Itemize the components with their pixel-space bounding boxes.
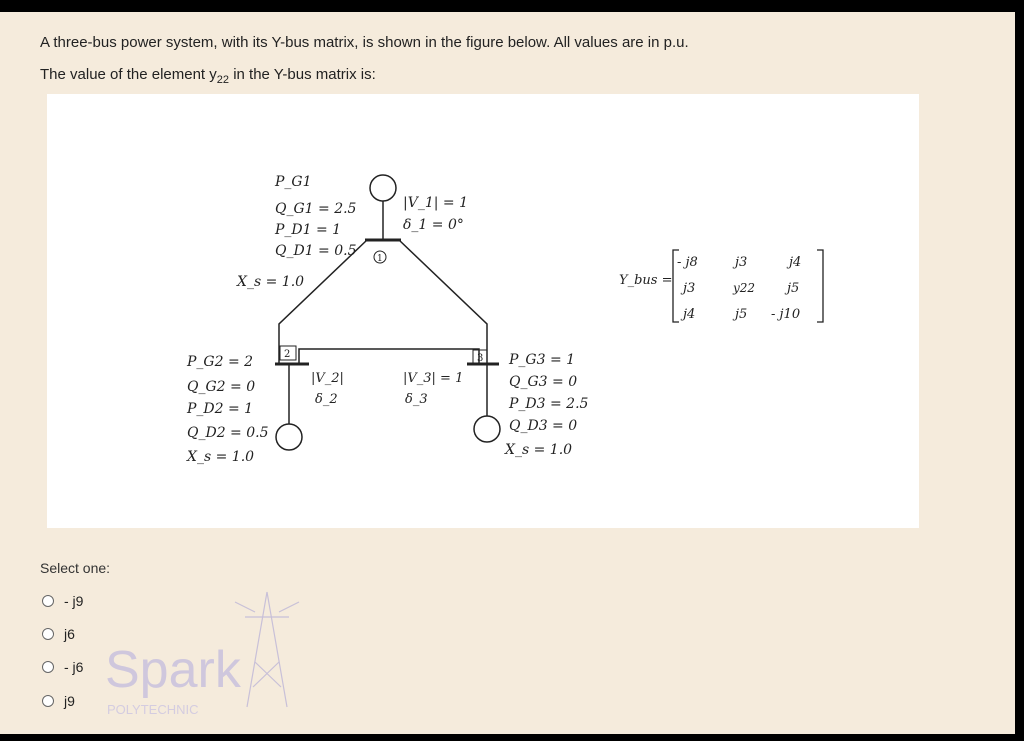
- bus3-pd: P_D3 = 2.5: [509, 396, 589, 412]
- line-1-3: [399, 240, 487, 349]
- question-prompt: [40, 66, 376, 86]
- generator-3-icon: [474, 416, 500, 442]
- ybus-r1c3: j4: [789, 255, 802, 270]
- bus1-xs: X_s = 1.0: [237, 274, 305, 290]
- bus2-qd: Q_D2 = 0.5: [187, 425, 269, 441]
- ybus-r1c1: - j8: [677, 255, 698, 270]
- bus2-pg: P_G2 = 2: [187, 354, 254, 370]
- option-3[interactable]: [42, 659, 83, 675]
- bus3-qg: Q_G3 = 0: [509, 374, 578, 390]
- bus3-angle: δ_3: [405, 392, 428, 407]
- bus2-pd: P_D2 = 1: [187, 401, 254, 417]
- radio-button[interactable]: [42, 595, 54, 607]
- power-system-diagram: [47, 94, 919, 528]
- ybus-r1c2: j3: [735, 255, 748, 270]
- matrix-right-bracket: [817, 250, 823, 322]
- spark-polytechnic-watermark: [95, 582, 325, 722]
- option-label: - j9: [64, 593, 84, 609]
- bus1-qd: Q_D1 = 0.5: [275, 243, 357, 259]
- question-panel: [0, 12, 1015, 734]
- bus3-xs: X_s = 1.0: [505, 442, 573, 458]
- generator-1-icon: [370, 175, 396, 201]
- ybus-label: Y_bus =: [619, 273, 673, 288]
- question-text: A three-bus power system, with its Y-bus matrix, is shown in the figure below. All values are in p.u.: [40, 34, 689, 51]
- option-4[interactable]: [42, 693, 75, 709]
- question-figure: [47, 94, 919, 528]
- ybus-r2c2: y22: [733, 281, 756, 295]
- prompt-prefix: The value of the element y: [40, 66, 217, 83]
- bus3-voltage: |V_3| = 1: [403, 371, 464, 386]
- bus3-number: 3: [477, 353, 484, 364]
- bus2-qg: Q_G2 = 0: [187, 379, 256, 395]
- bus2-voltage: |V_2|: [311, 371, 344, 386]
- option-label: - j6: [64, 659, 84, 675]
- option-label: j6: [64, 626, 75, 642]
- bus1-pd: P_D1 = 1: [275, 222, 342, 238]
- bus1-number: 1: [377, 254, 383, 264]
- prompt-subscript: 22: [216, 74, 230, 86]
- radio-button[interactable]: [42, 628, 54, 640]
- ybus-r2c1: j3: [683, 281, 696, 296]
- select-one-label: Select one:: [40, 560, 111, 576]
- watermark-sub: POLYTECHNIC: [107, 702, 199, 717]
- generator-2-icon: [276, 424, 302, 450]
- ybus-r3c3: - j10: [771, 307, 801, 322]
- tower-icon: [235, 592, 299, 707]
- option-1[interactable]: [42, 593, 83, 609]
- bus2-xs: X_s = 1.0: [187, 449, 255, 465]
- bus1-qg: Q_G1 = 2.5: [275, 201, 357, 217]
- ybus-r3c1: j4: [683, 307, 696, 322]
- bus1-pg: P_G1: [275, 174, 312, 190]
- bus3-qd: Q_D3 = 0: [509, 418, 578, 434]
- radio-button[interactable]: [42, 661, 54, 673]
- bus1-angle: δ_1 = 0°: [403, 217, 464, 233]
- option-2[interactable]: [42, 626, 75, 642]
- line-2-3: [299, 349, 479, 364]
- ybus-r3c2: j5: [735, 307, 748, 322]
- bus2-angle: δ_2: [315, 392, 338, 407]
- bus2-number: 2: [284, 349, 291, 360]
- bus1-voltage: |V_1| = 1: [403, 195, 468, 211]
- bus3-pg: P_G3 = 1: [509, 352, 576, 368]
- watermark-brand: Spark: [105, 641, 241, 699]
- prompt-suffix: in the Y-bus matrix is:: [229, 66, 376, 83]
- option-label: j9: [64, 693, 75, 709]
- ybus-r2c3: j5: [787, 281, 800, 296]
- radio-button[interactable]: [42, 695, 54, 707]
